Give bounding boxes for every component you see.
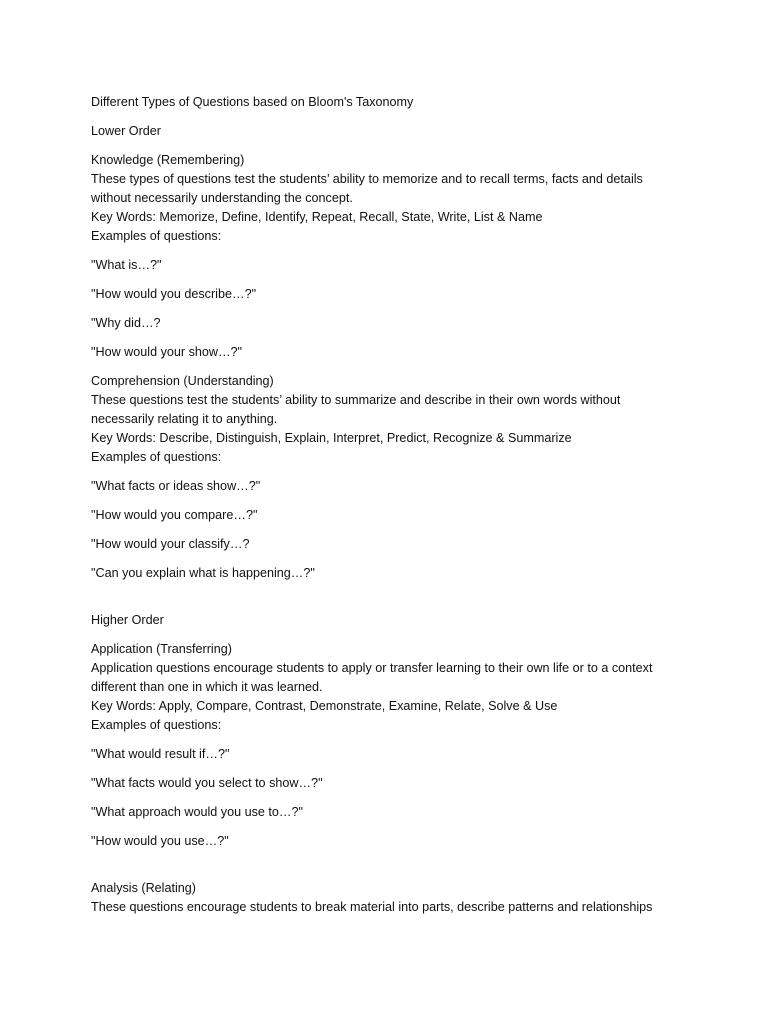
knowledge-description: without necessarily understanding the concept. [91,191,353,205]
analysis-heading: Analysis (Relating) [91,881,196,895]
comprehension-keywords: Key Words: Describe, Distinguish, Explain, Interpret, Predict, Recognize & Summarize [91,431,572,445]
comprehension-heading: Comprehension (Understanding) [91,374,274,388]
example-question: "What is…?" [91,258,162,272]
example-question: "What facts would you select to show…?" [91,776,323,790]
application-description: different than one in which it was learned. [91,680,323,694]
higher-order-heading: Higher Order [91,613,164,627]
knowledge-keywords: Key Words: Memorize, Define, Identify, Repeat, Recall, State, Write, List & Name [91,210,543,224]
lower-order-heading: Lower Order [91,124,161,138]
example-question: "Why did…? [91,316,161,330]
example-question: "Can you explain what is happening…?" [91,566,315,580]
example-question: "What would result if…?" [91,747,230,761]
knowledge-examples-label: Examples of questions: [91,229,222,243]
comprehension-description: necessarily relating it to anything. [91,412,278,426]
document-body [91,93,691,917]
document-title: Different Types of Questions based on Bloom's Taxonomy [91,95,414,109]
example-question: "What approach would you use to…?" [91,805,303,819]
application-keywords: Key Words: Apply, Compare, Contrast, Demonstrate, Examine, Relate, Solve & Use [91,699,558,713]
example-question: "How would you use…?" [91,834,229,848]
example-question: "How would you describe…?" [91,287,257,301]
application-description: Application questions encourage students to apply or transfer learning to their own life or to a context [91,661,653,675]
example-question: "How would you compare…?" [91,508,258,522]
comprehension-description: These questions test the students’ ability to summarize and describe in their own words without [91,393,621,407]
knowledge-description: These types of questions test the students’ ability to memorize and to recall terms, facts and details [91,172,643,186]
application-heading: Application (Transferring) [91,642,232,656]
example-question: "How would your show…?" [91,345,243,359]
comprehension-examples-label: Examples of questions: [91,450,222,464]
application-examples-label: Examples of questions: [91,718,222,732]
example-question: "What facts or ideas show…?" [91,479,261,493]
example-question: "How would your classify…? [91,537,250,551]
knowledge-heading: Knowledge (Remembering) [91,153,245,167]
analysis-description: These questions encourage students to break material into parts, describe patterns and relationships [91,900,653,914]
